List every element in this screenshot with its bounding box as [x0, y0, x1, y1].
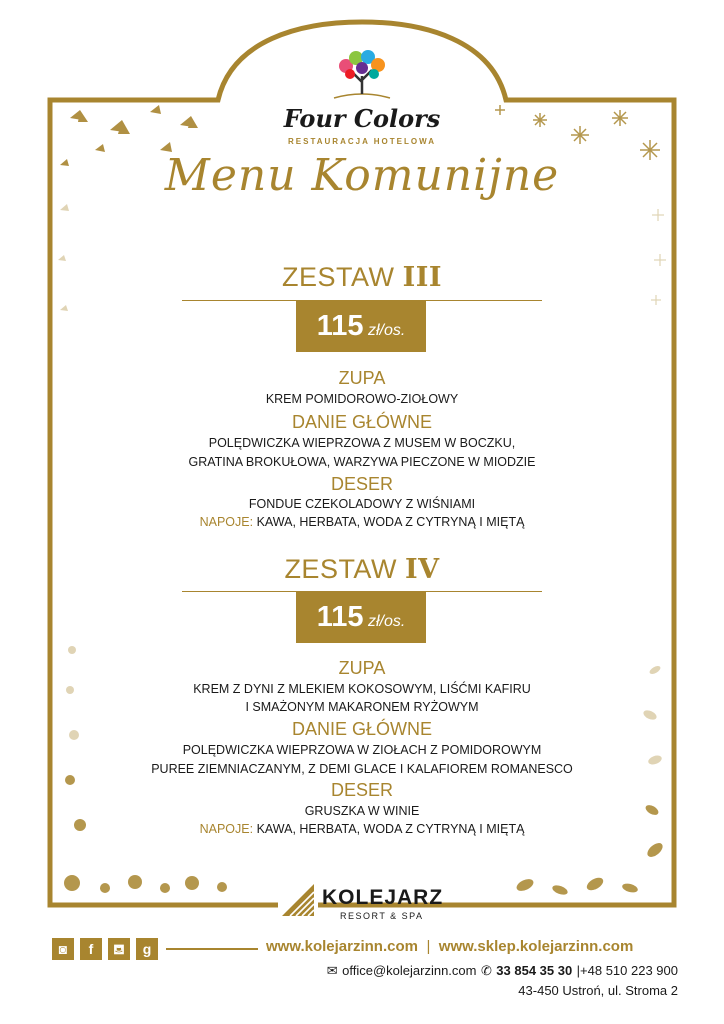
footer-contact	[327, 962, 678, 980]
resort-subtitle: RESORT & SPA	[340, 911, 424, 921]
set-4-drinks-label: NAPOJE:	[199, 822, 254, 836]
set-3-dessert-line: FONDUE CZEKOLADOWY Z WIŚNIAMI	[248, 497, 476, 511]
set-4-main-line-1: POLĘDWICZKA WIEPRZOWA W ZIOŁACH Z POMIDOROWYM	[182, 743, 542, 757]
set-4-main-heading: DANIE GŁÓWNE	[291, 719, 433, 739]
tree-logo-icon	[328, 48, 396, 100]
set-3-drinks-line	[0, 515, 724, 529]
email-link[interactable]: office@kolejarzinn.com	[342, 963, 477, 978]
set-3-title-roman: III	[402, 262, 442, 293]
set-3-main-line-2: GRATINA BROKUŁOWA, WARZYWA PIECZONE W MIODZIE	[188, 455, 536, 469]
set-3-soup-line: KREM POMIDOROWO-ZIOŁOWY	[265, 392, 459, 406]
set-3-drinks-label: NAPOJE:	[199, 515, 254, 529]
set-4-title	[0, 554, 724, 585]
facebook-icon[interactable]: f	[80, 938, 102, 960]
set-3-price-unit: zł/os.	[367, 322, 406, 339]
set-4-main-line-2: PUREE ZIEMNIACZANYM, Z DEMI GLACE I KALAFIOREM ROMANESCO	[151, 762, 573, 776]
set-4-title-prefix: ZESTAW	[284, 554, 397, 584]
set-4-dessert-line: GRUSZKA W WINIE	[304, 804, 420, 818]
resort-name: KOLEJARZ	[322, 886, 444, 909]
set-3-main-heading: DANIE GŁÓWNE	[291, 412, 433, 432]
set-3-dessert-heading: DESER	[330, 474, 393, 494]
phone-mobile[interactable]: |+48 510 223 900	[576, 963, 678, 978]
website-link[interactable]: www.kolejarzinn.com	[266, 938, 418, 955]
google-plus-icon[interactable]: g	[136, 938, 158, 960]
set-3-price-amount: 115	[316, 310, 364, 342]
set-3-price-badge	[296, 300, 426, 352]
set-4-drinks-line	[0, 822, 724, 836]
set-4-price-amount: 115	[316, 601, 364, 633]
footer-divider	[166, 948, 258, 950]
phone-main[interactable]: 33 854 35 30	[496, 963, 573, 978]
shop-basket-icon[interactable]: ⛾	[108, 938, 130, 960]
set-3-title-prefix: ZESTAW	[282, 262, 395, 292]
set-4-soup-heading: ZUPA	[338, 658, 386, 678]
kolejarz-logo-box	[278, 880, 318, 920]
phone-icon: ✆	[480, 963, 492, 978]
shop-link[interactable]: www.sklep.kolejarzinn.com	[438, 938, 634, 955]
instagram-icon[interactable]: ◙	[52, 938, 74, 960]
footer-link-separator: |	[426, 938, 431, 955]
set-4-soup-line-1: KREM Z DYNI Z MLEKIEM KOKOSOWYM, LIŚĆMI KAFIRU	[193, 682, 531, 696]
footer-links	[266, 938, 633, 956]
kolejarz-logo-icon	[278, 880, 318, 920]
set-4-soup-line-2: I SMAŻONYM MAKARONEM RYŻOWYM	[245, 700, 479, 714]
set-4-drinks-text: KAWA, HERBATA, WODA Z CYTRYNĄ I MIĘTĄ	[256, 822, 525, 836]
set-3-title	[0, 262, 724, 293]
mail-icon: ✉	[326, 963, 338, 978]
footer-address: 43-450 Ustroń, ul. Stroma 2	[518, 983, 678, 998]
set-3-main-line-1: POLĘDWICZKA WIEPRZOWA Z MUSEM W BOCZKU,	[208, 436, 516, 450]
set-3-drinks-text: KAWA, HERBATA, WODA Z CYTRYNĄ I MIĘTĄ	[256, 515, 525, 529]
brand-subtitle: RESTAURACJA HOTELOWA	[288, 137, 436, 146]
menu-title: Menu Komunijne	[164, 150, 560, 201]
set-4-title-roman: IV	[404, 554, 440, 585]
brand-name: Four Colors	[283, 104, 441, 133]
set-4-dessert-heading: DESER	[330, 780, 393, 800]
set-4-price-badge	[296, 591, 426, 643]
set-3-soup-heading: ZUPA	[338, 368, 386, 388]
set-4-price-unit: zł/os.	[367, 613, 406, 630]
